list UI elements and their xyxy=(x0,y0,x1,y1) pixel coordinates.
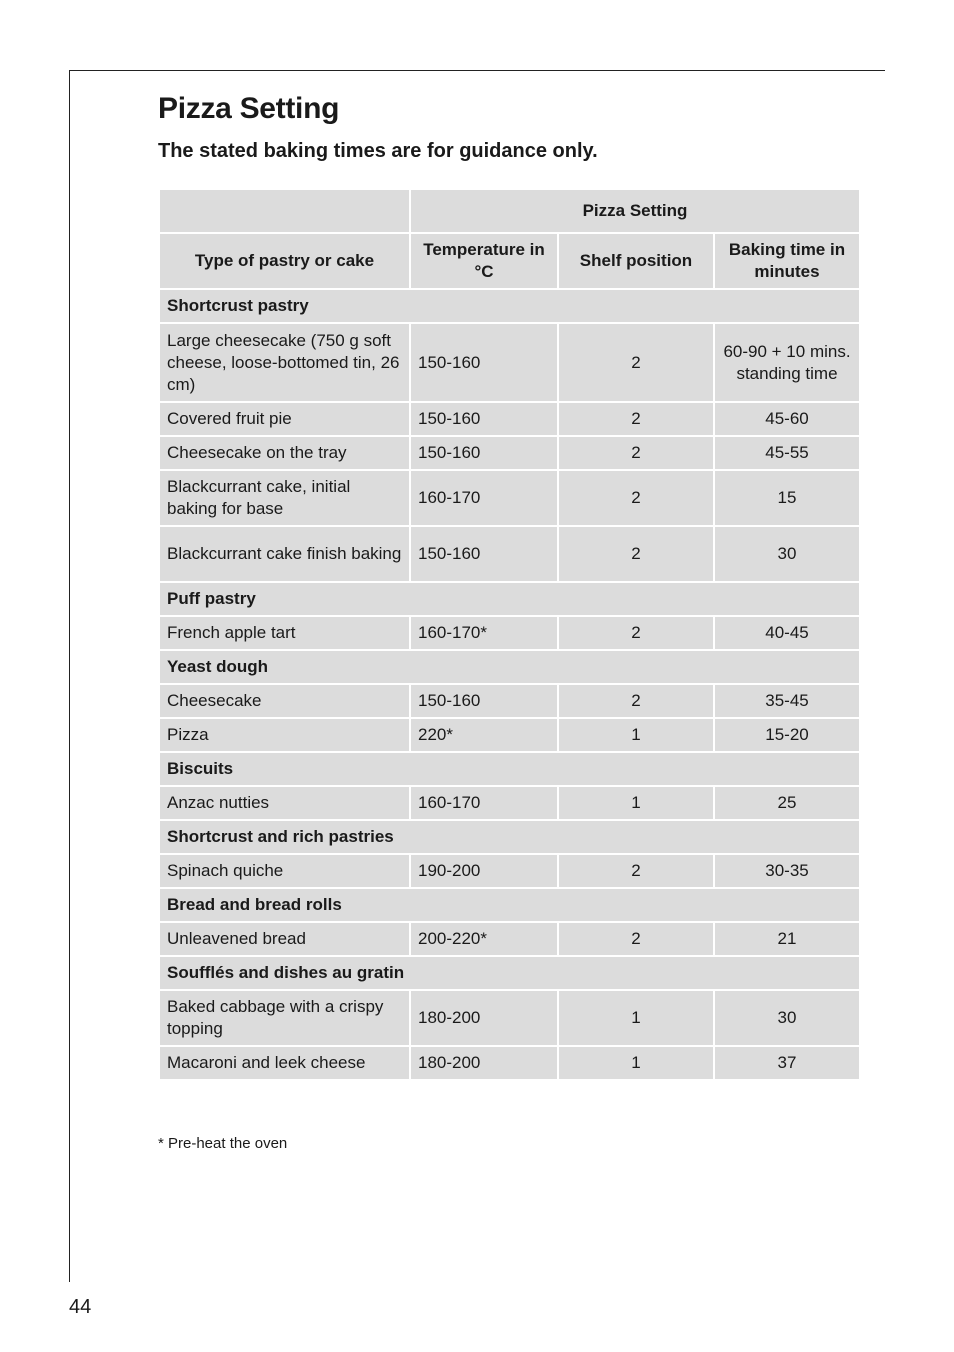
cell-temp: 150-160 xyxy=(410,436,558,470)
header-shelf: Shelf position xyxy=(558,233,714,289)
section-label: Puff pastry xyxy=(159,582,860,616)
cell-type: Unleavened bread xyxy=(159,922,410,956)
cell-temp: 180-200 xyxy=(410,990,558,1046)
table-row xyxy=(159,922,860,956)
cell-type: Cheesecake on the tray xyxy=(159,436,410,470)
cell-temp: 160-170* xyxy=(410,616,558,650)
cell-type: Blackcurrant cake, initial baking for base xyxy=(159,470,410,526)
cell-temp: 160-170 xyxy=(410,470,558,526)
cell-temp: 180-200 xyxy=(410,1046,558,1080)
cell-time: 15-20 xyxy=(714,718,860,752)
cell-temp: 200-220* xyxy=(410,922,558,956)
section-label: Shortcrust and rich pastries xyxy=(159,820,860,854)
cell-type: Pizza xyxy=(159,718,410,752)
cell-type: Baked cabbage with a crispy topping xyxy=(159,990,410,1046)
cell-time: 21 xyxy=(714,922,860,956)
cell-type: French apple tart xyxy=(159,616,410,650)
cell-type: Anzac nutties xyxy=(159,786,410,820)
footnote: * Pre-heat the oven xyxy=(158,1135,288,1152)
page-subtitle: The stated baking times are for guidance only. xyxy=(158,140,598,162)
page-title: Pizza Setting xyxy=(158,92,340,125)
section-label: Soufflés and dishes au gratin xyxy=(159,956,860,990)
table-row xyxy=(159,402,860,436)
cell-shelf: 2 xyxy=(558,922,714,956)
cell-type: Blackcurrant cake finish baking xyxy=(159,526,410,582)
cell-type: Covered fruit pie xyxy=(159,402,410,436)
cell-shelf: 2 xyxy=(558,684,714,718)
cell-time: 25 xyxy=(714,786,860,820)
cell-type: Macaroni and leek cheese xyxy=(159,1046,410,1080)
cell-type: Spinach quiche xyxy=(159,854,410,888)
cell-time: 30 xyxy=(714,990,860,1046)
page-number: 44 xyxy=(69,1296,92,1318)
cell-temp: 160-170 xyxy=(410,786,558,820)
cell-shelf: 2 xyxy=(558,402,714,436)
table-row xyxy=(159,526,860,582)
header-empty-cell xyxy=(159,190,410,233)
cell-time: 37 xyxy=(714,1046,860,1080)
table-row xyxy=(159,718,860,752)
cell-temp: 150-160 xyxy=(410,323,558,402)
cell-time: 60-90 + 10 mins. standing time xyxy=(714,323,860,402)
cell-temp: 150-160 xyxy=(410,684,558,718)
header-type: Type of pastry or cake xyxy=(159,233,410,289)
table-row xyxy=(159,786,860,820)
header-time: Baking time in minutes xyxy=(714,233,860,289)
cell-shelf: 1 xyxy=(558,990,714,1046)
cell-type: Large cheesecake (750 g soft cheese, loose-bottomed tin, 26 cm) xyxy=(159,323,410,402)
section-label: Yeast dough xyxy=(159,650,860,684)
table-row xyxy=(159,470,860,526)
top-rule xyxy=(69,70,885,71)
cell-time: 15 xyxy=(714,470,860,526)
cell-shelf: 2 xyxy=(558,854,714,888)
section-row xyxy=(159,752,860,786)
baking-table xyxy=(158,190,861,1081)
cell-shelf: 2 xyxy=(558,470,714,526)
cell-time: 40-45 xyxy=(714,616,860,650)
cell-shelf: 2 xyxy=(558,526,714,582)
section-label: Bread and bread rolls xyxy=(159,888,860,922)
header-group-label: Pizza Setting xyxy=(410,190,860,233)
section-row xyxy=(159,820,860,854)
header-temperature: Temperature in °C xyxy=(410,233,558,289)
cell-time: 30-35 xyxy=(714,854,860,888)
table-row xyxy=(159,323,860,402)
section-label: Shortcrust pastry xyxy=(159,289,860,323)
table-row xyxy=(159,684,860,718)
table-row xyxy=(159,616,860,650)
section-row xyxy=(159,956,860,990)
cell-time: 45-55 xyxy=(714,436,860,470)
cell-shelf: 1 xyxy=(558,1046,714,1080)
section-label: Biscuits xyxy=(159,752,860,786)
cell-type: Cheesecake xyxy=(159,684,410,718)
table-row xyxy=(159,1046,860,1080)
table-group-header-row xyxy=(159,190,860,233)
cell-time: 30 xyxy=(714,526,860,582)
table-row xyxy=(159,436,860,470)
cell-temp: 220* xyxy=(410,718,558,752)
cell-shelf: 2 xyxy=(558,616,714,650)
cell-temp: 150-160 xyxy=(410,526,558,582)
cell-shelf: 1 xyxy=(558,718,714,752)
cell-time: 35-45 xyxy=(714,684,860,718)
section-row xyxy=(159,650,860,684)
section-row xyxy=(159,289,860,323)
table-row xyxy=(159,854,860,888)
section-row xyxy=(159,582,860,616)
table-column-header-row xyxy=(159,233,860,289)
table-row xyxy=(159,990,860,1046)
cell-shelf: 1 xyxy=(558,786,714,820)
left-rule xyxy=(69,70,70,1282)
cell-temp: 150-160 xyxy=(410,402,558,436)
section-row xyxy=(159,888,860,922)
cell-shelf: 2 xyxy=(558,323,714,402)
cell-temp: 190-200 xyxy=(410,854,558,888)
cell-time: 45-60 xyxy=(714,402,860,436)
cell-shelf: 2 xyxy=(558,436,714,470)
